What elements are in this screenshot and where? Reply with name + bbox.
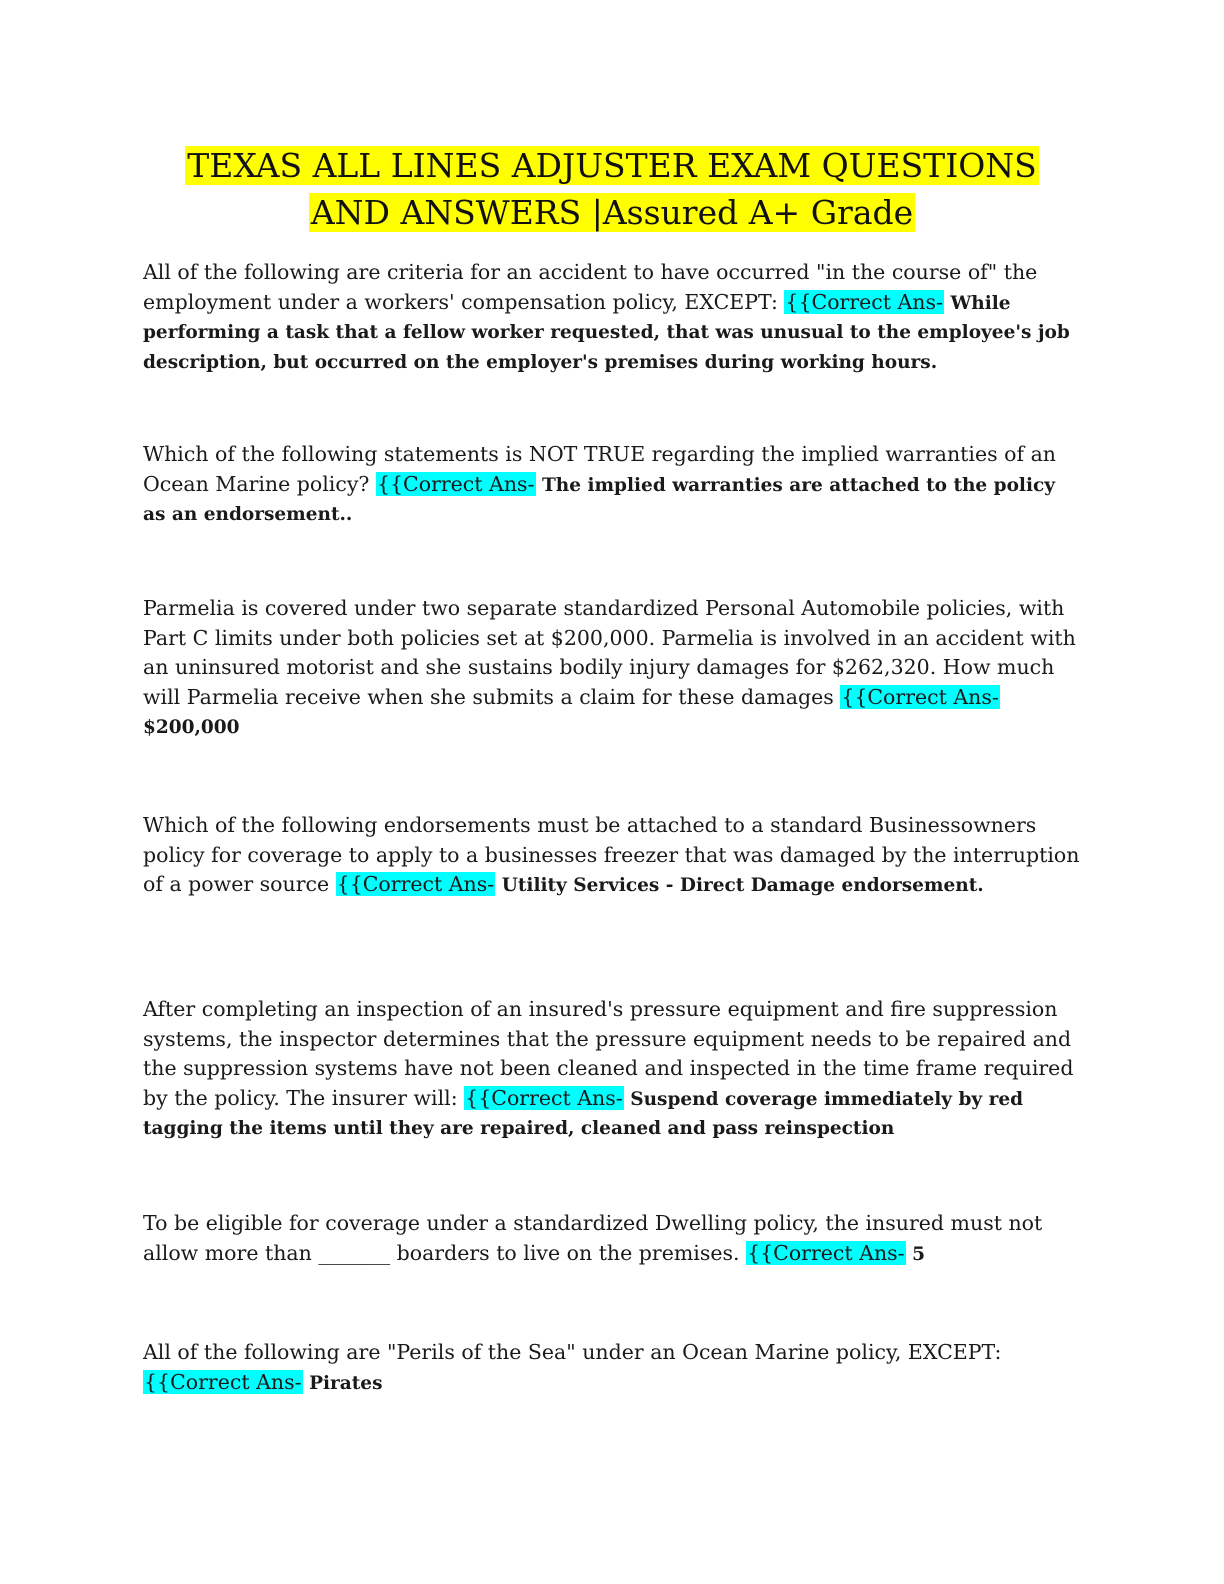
qa-item-4 [143, 811, 1083, 900]
correct-answer-marker: {{Correct Ans- [785, 289, 943, 314]
question-text: All of the following are "Perils of the Sea" under an Ocean Marine policy, EXCEPT: [143, 1340, 1002, 1364]
correct-answer-marker: {{Correct Ans- [747, 1240, 905, 1265]
qa-item-7 [143, 1338, 1083, 1397]
answer-text: $200,000 [143, 717, 240, 738]
correct-answer-marker: {{Correct Ans- [465, 1085, 623, 1110]
question-text: Which of the following statements is NOT TRUE regarding the implied warranties of an Ocean Marine policy? [143, 442, 1057, 496]
question-text: Parmelia is covered under two separate standardized Personal Automobile policies, with Part C limits under both policies set at $200,000. Parmelia is involved in an accident with an uninsured motorist and she sustains bodily injury damages for $262,320. How much will Parmelia receive when she submits a claim for these damages [143, 596, 1076, 709]
answer-text: Pirates [309, 1372, 383, 1394]
answer-text: 5 [912, 1243, 926, 1265]
answer-text: Utility Services - Direct Damage endorsement. [501, 875, 984, 896]
title-line-2: AND ANSWERS |Assured A+ Grade [310, 193, 914, 232]
question-text: Which of the following endorsements must be attached to a standard Businessowners policy for coverage to apply to a businesses freezer that was damaged by the interruption of a power source [143, 813, 1080, 896]
title-line-1: TEXAS ALL LINES ADJUSTER EXAM QUESTIONS [187, 146, 1037, 185]
document-title [100, 142, 1124, 236]
qa-item-2 [143, 440, 1083, 529]
correct-answer-marker: {{Correct Ans- [144, 1369, 302, 1394]
answer-text: While performing a task that a fellow worker requested, that was unusual to the employee's job description, but occurred on the employer's premises during working hours. [143, 292, 1070, 373]
qa-item-1 [143, 258, 1083, 376]
qa-item-5 [143, 995, 1083, 1143]
question-text: All of the following are criteria for an accident to have occurred "in the course of" the employment under a workers' compensation policy, EXCEPT: [143, 260, 1038, 314]
qa-item-6 [143, 1209, 1083, 1268]
correct-answer-marker: {{Correct Ans- [336, 872, 495, 896]
correct-answer-marker: {{Correct Ans- [841, 684, 999, 709]
qa-item-3 [143, 594, 1083, 742]
question-text: To be eligible for coverage under a standardized Dwelling policy, the insured must not allow more than _______ boarders to live on the premises. [143, 1211, 1043, 1265]
correct-answer-marker: {{Correct Ans- [376, 471, 535, 496]
answer-text: The implied warranties are attached to the policy as an endorsement.. [143, 474, 1055, 525]
answer-text: Suspend coverage immediately by red tagging the items until they are repaired, cleaned and pass reinspection [143, 1088, 1024, 1139]
question-text: After completing an inspection of an insured's pressure equipment and fire suppression systems, the inspector determines that the pressure equipment needs to be repaired and the suppression systems have not been cleaned and inspected in the time frame required by the policy. The insurer will: [143, 997, 1074, 1110]
